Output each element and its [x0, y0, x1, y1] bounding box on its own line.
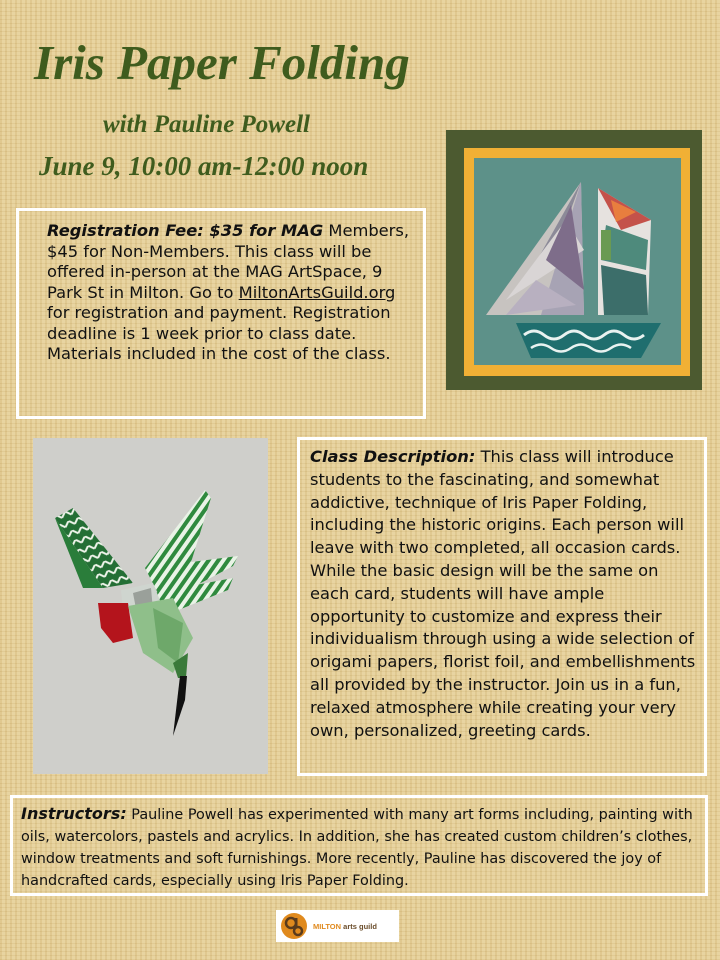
instructors-lead: Instructors: [21, 804, 127, 823]
instructors-text: Pauline Powell has experimented with many art forms including, painting with oils, watercolors, pastels and acrylics. In addition, she has created custom children’s clothes, window treatments and soft furnishings. More recently, Pauline has discovered the joy of handcrafted cards, especially using Iris Paper Folding. [21, 807, 693, 889]
registration-text-2: for registration and payment. Registration deadline is 1 week prior to class date. Materials included in the cost of the class. [47, 303, 391, 363]
sailboat-card-icon [446, 130, 702, 390]
instructors-box [10, 795, 708, 896]
logo-arts-guild: arts guild [343, 921, 377, 931]
registration-lead: Registration Fee: $35 for MAG [47, 221, 324, 240]
sailboat-card-image [446, 130, 702, 390]
class-date: June 9, 10:00 am-12:00 noon [39, 151, 369, 181]
hummingbird-card-icon [33, 438, 268, 774]
instructor-subtitle: with Pauline Powell [103, 111, 310, 138]
mag-logo-icon [280, 912, 308, 940]
description-lead: Class Description: [310, 447, 476, 466]
logo-text [313, 922, 377, 931]
poster-title: Iris Paper Folding [34, 35, 410, 90]
description-text: This class will introduce students to the fascinating, and somewhat addictive, technique of Iris Paper Folding, including the historic origins. Each person will leave with two completed, all occasion cards. While the basic design will be the same on each card, students will have ample opportunity to customize and express their individualism through using a wide selection of origami papers, florist foil, and embellishments all provided by the instructor. Join us in a fun, relaxed atmosphere while creating your very own, personalized, greeting cards. [310, 447, 696, 740]
description-box [297, 437, 707, 776]
hummingbird-card-image [33, 438, 268, 774]
website-link[interactable]: MiltonArtsGuild.org [238, 282, 396, 302]
registration-box [16, 208, 426, 419]
milton-arts-guild-logo [276, 910, 399, 942]
registration-text-1: Members, $45 for Non-Members. This class will be offered in-person at the MAG ArtSpace, 9 Park St in Milton. Go to [47, 221, 410, 302]
logo-milton: MILTON [313, 921, 342, 931]
